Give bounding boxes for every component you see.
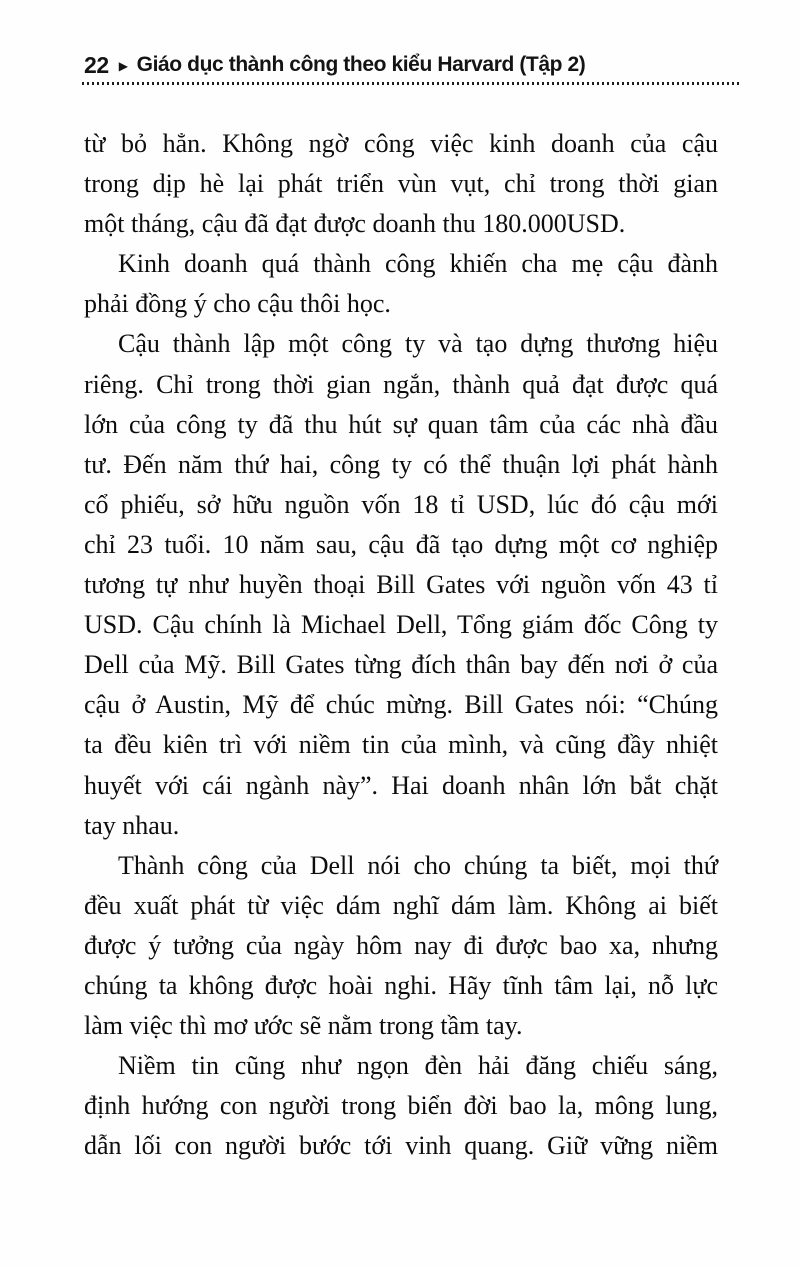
text-line: Cậu thành lập một công ty và tạo dựng thương hiệu: [118, 329, 718, 359]
text-line: cổ phiếu, sở hữu nguồn vốn 18 tỉ USD, lúc đó cậu mới: [84, 489, 718, 519]
text-line: Thành công của Dell nói cho chúng ta biết, mọi thứ: [118, 850, 718, 880]
paragraph: [84, 124, 718, 244]
book-title: Giáo dục thành công theo kiểu Harvard (Tập 2): [136, 53, 586, 76]
text-line: Niềm tin cũng như ngọn đèn hải đăng chiếu sáng,: [118, 1051, 718, 1081]
right-triangle-icon: ▶: [118, 59, 128, 73]
dotted-divider: [82, 82, 740, 85]
text-line: lớn của công ty đã thu hút sự quan tâm của các nhà đầu: [84, 409, 718, 439]
text-line: chúng ta không được hoài nghi. Hãy tĩnh tâm lại, nỗ lực: [84, 970, 718, 1000]
text-line: từ bỏ hẳn. Không ngờ công việc kinh doanh của cậu: [84, 129, 718, 158]
text-line: trong dịp hè lại phát triển vùn vụt, chỉ trong thời gian: [84, 169, 718, 199]
text-line: riêng. Chỉ trong thời gian ngắn, thành quả đạt được quá: [84, 369, 718, 399]
paragraph: [84, 324, 718, 845]
text-line: dẫn lối con người bước tới vinh quang. Giữ vững niềm: [84, 1131, 718, 1161]
text-line: một tháng, cậu đã đạt được doanh thu 180.000USD.: [84, 209, 626, 239]
text-line: chỉ 23 tuổi. 10 năm sau, cậu đã tạo dựng một cơ nghiệp: [84, 529, 718, 559]
text-line: làm việc thì mơ ước sẽ nằm trong tầm tay.: [84, 1011, 523, 1041]
paragraph: [84, 1046, 718, 1166]
text-line: huyết với cái ngành này”. Hai doanh nhân lớn bắt chặt: [84, 770, 718, 800]
text-line: tay nhau.: [84, 810, 180, 840]
text-line: được ý tưởng của ngày hôm nay đi được bao xa, nhưng: [84, 930, 718, 960]
text-line: cậu ở Austin, Mỹ để chúc mừng. Bill Gates nói: “Chúng: [84, 690, 718, 720]
text-line: phải đồng ý cho cậu thôi học.: [84, 289, 391, 319]
paragraph: [84, 846, 718, 1046]
text-line: Kinh doanh quá thành công khiến cha mẹ cậu đành: [118, 249, 718, 279]
text-line: USD. Cậu chính là Michael Dell, Tổng giám đốc Công ty: [84, 610, 718, 640]
body-text-column: [84, 124, 718, 1166]
page-number: 22: [84, 51, 109, 78]
running-header: [84, 50, 740, 80]
text-line: ta đều kiên trì với niềm tin của mình, và cũng đầy nhiệt: [84, 730, 718, 760]
text-line: tương tự như huyền thoại Bill Gates với nguồn vốn 43 tỉ: [84, 570, 718, 600]
text-line: tư. Đến năm thứ hai, công ty có thể thuận lợi phát hành: [84, 449, 718, 479]
paragraph: [84, 244, 718, 324]
text-line: đều xuất phát từ việc dám nghĩ dám làm. Không ai biết: [84, 890, 718, 920]
text-line: Dell của Mỹ. Bill Gates từng đích thân bay đến nơi ở của: [84, 650, 718, 680]
text-line: định hướng con người trong biển đời bao la, mông lung,: [84, 1091, 718, 1121]
